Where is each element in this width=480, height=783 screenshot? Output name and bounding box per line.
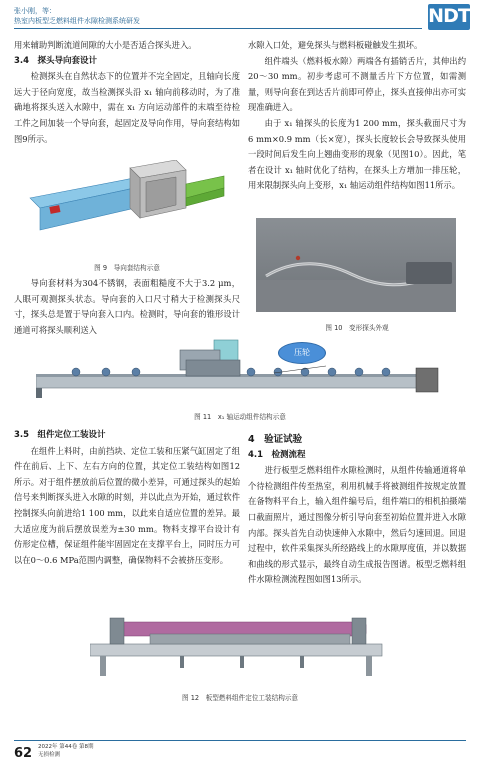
- figure-10-deformed-probe-photo: [256, 218, 456, 312]
- paragraph: 组件端头（燃料板水隙）两端各有插销舌片，其伸出约20～30 mm。初步考虑可不测量舌片下方位置，如需测量，则导向套在到达舌片前即可停止，探头直接伸出亦可实现准确进入。: [248, 55, 466, 113]
- figure-10-caption: 图 10 变形探头外观: [325, 324, 389, 332]
- figure-11-x1-axis-assembly: [36, 338, 446, 404]
- paragraph: 检测探头在自然状态下的位置并不完全固定，且轴向长度远大于径向宽度，故当检测探头沿 x₁ 轴向前移动时，为了准确地将探头送入水隙中，需在 x₁ 方向运动部件的末端至待检工件之间加装一个导向套，起固定及导向作用，导向套结构如图9所示。: [14, 71, 240, 144]
- footer-journal-name: 无损检测: [38, 752, 61, 758]
- running-header-author: 张小刚，等：: [14, 7, 56, 15]
- section-heading-3-5: 3.5 组件定位工装设计: [14, 430, 106, 440]
- callout-bubble: [278, 342, 326, 364]
- left-column-mid: [14, 276, 240, 338]
- running-header-title: 热室内板型乏燃料组件水隙检测系统研发: [14, 17, 140, 25]
- paragraph: 进行板型乏燃料组件水隙检测时，从组件传输通道将单个待检测组件传至热室，利用机械手将被测组件按规定放置在备物料平台上，输入组件编号后，组件端口的相机拍摄端口截面照片，通过图像分析引导向套至初始位置并进入水隙内部。探头首先自动快速伸入水隙中，然后匀速回退。回退过程中，软件采集探头所经路线上的水隙厚度值，并以数据和曲线的形式显示，最终自动生成报告图谱。板型乏燃料组件水隙检测流程图如图13所示。: [248, 465, 466, 585]
- header-rule: [14, 28, 422, 29]
- footer-rule: [14, 740, 466, 741]
- figure-12-caption: 图 12 板型燃料组件定位工装结构示意: [182, 694, 298, 702]
- callout-label-pressure-wheel: 压轮: [294, 348, 310, 357]
- right-column-top: [248, 38, 466, 194]
- page-number: 62: [14, 746, 33, 761]
- left-column-top: [14, 38, 240, 147]
- figure-12-positioning-fixture: [90, 614, 386, 678]
- journal-logo: [428, 4, 470, 30]
- section-heading-4-1: 4.1 检测流程: [248, 449, 306, 460]
- footer-journal-info: [38, 743, 94, 759]
- paragraph: 水隙入口处，避免探头与燃料板碰触发生损坏。: [248, 40, 423, 50]
- section-heading-4: 4 验证试验: [248, 434, 303, 445]
- paragraph: 在组件上料时，由前挡块、定位工装和压紧气缸固定了组件在前后、上下、左右方向的位置，其定位工装结构如图12所示。对于组件摆放前后位置的微小差异，可通过探头的起始信号来判断探头进入水隙的时刻，并以此点为开始，通过软件控制探头向前进给1 100 mm，以此来自适应位置的差异。最大适应度为前后摆放误差为±30 mm。物料支撑平台设计有仿形定位槽，保证组件能牢固固定在支撑平台上，同时压力可以在0～0.6 MPa范围内调整，确保物料不会被挤压变形。: [14, 445, 240, 565]
- section-heading-3-4: 3.4 探头导向套设计: [14, 55, 98, 66]
- figure-9-guide-sleeve: [26, 160, 226, 252]
- left-column-bottom: [14, 428, 240, 568]
- figure-11-caption: 图 11 x₁ 轴运动组件结构示意: [194, 413, 286, 421]
- right-column-bottom: [248, 432, 466, 588]
- paragraph: 用来辅助判断流道间隙的大小是否适合探头进入。: [14, 40, 197, 50]
- footer-issue: 2022年 第44卷 第8期: [38, 744, 94, 750]
- paragraph: 由于 x₁ 轴探头的长度为1 200 mm，探头截面尺寸为6 mm×0.9 mm（长×宽），探头长度较长会导致探头使用一段时间后发生向上翘曲变形的现象（见图10）。因此，笔者在设计 x₁ 轴时优化了结构，在探头上方增加一排压轮，用来限制探头向上变形，x₁ 轴运动组件结构如图11所示。: [248, 117, 466, 191]
- paragraph: 导向套材料为304不锈钢，表面粗糙度不大于3.2 μm，人眼可观测探头状态。导向套的入口尺寸稍大于检测探头尺寸，探头总是置于导向套入口内。检测时，导向套的锥形设计通道可将探头顺利送入: [14, 278, 240, 335]
- logo-text: NDT: [428, 5, 470, 27]
- figure-9-caption: 图 9 导向套结构示意: [94, 264, 160, 272]
